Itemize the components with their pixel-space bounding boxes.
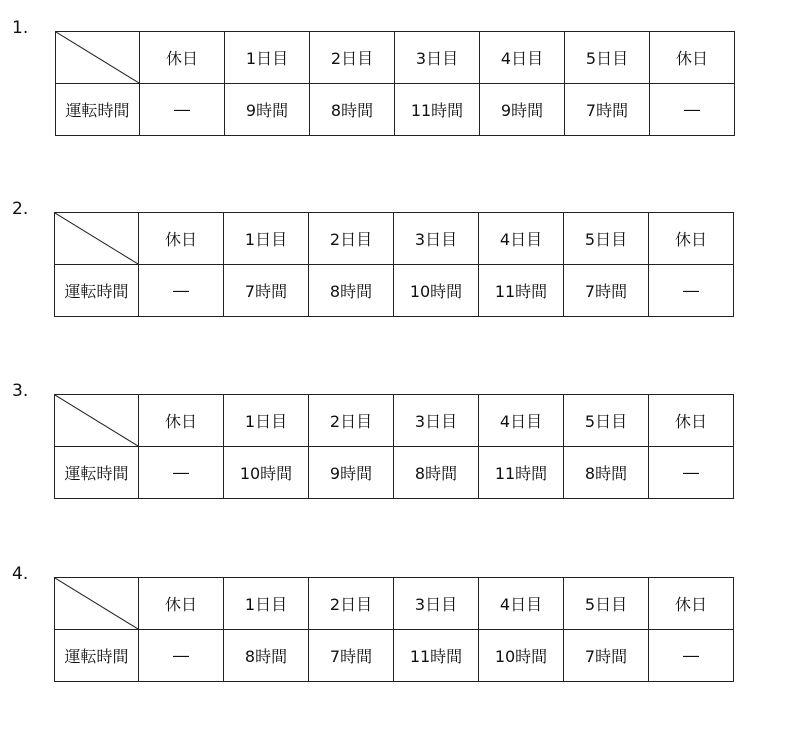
- option-number: 4.: [12, 564, 29, 584]
- diagonal-corner-cell: [55, 213, 139, 265]
- header-row: [55, 213, 734, 265]
- schedule-table: [54, 394, 734, 499]
- row-label: 運転時間: [55, 265, 139, 317]
- day-header: 休日: [650, 32, 735, 84]
- driving-time-cell: ―: [649, 447, 734, 499]
- day-header: 5日目: [564, 213, 649, 265]
- driving-time-cell: ―: [649, 630, 734, 682]
- driving-time-cell: 7時間: [564, 630, 649, 682]
- driving-time-cell: 10時間: [394, 265, 479, 317]
- day-header: 4日目: [480, 32, 565, 84]
- day-header: 5日目: [565, 32, 650, 84]
- row-label: 運転時間: [56, 84, 140, 136]
- driving-time-cell: 9時間: [480, 84, 565, 136]
- driving-time-cell: 7時間: [565, 84, 650, 136]
- option-number: 1.: [12, 18, 29, 38]
- driving-time-row: [55, 447, 734, 499]
- day-header: 1日目: [224, 395, 309, 447]
- schedule-table: [55, 31, 735, 136]
- diagonal-corner-cell: [55, 578, 139, 630]
- diagonal-corner-cell: [55, 395, 139, 447]
- driving-time-cell: 7時間: [564, 265, 649, 317]
- driving-time-row: [55, 265, 734, 317]
- day-header: 4日目: [479, 213, 564, 265]
- driving-time-cell: 7時間: [224, 265, 309, 317]
- driving-time-cell: 9時間: [309, 447, 394, 499]
- driving-time-cell: 10時間: [224, 447, 309, 499]
- day-header: 4日目: [479, 395, 564, 447]
- header-row: [56, 32, 735, 84]
- row-label: 運転時間: [55, 447, 139, 499]
- day-header: 休日: [139, 578, 224, 630]
- driving-time-row: [55, 630, 734, 682]
- driving-time-cell: 8時間: [309, 265, 394, 317]
- row-label: 運転時間: [55, 630, 139, 682]
- diagonal-line-icon: [55, 578, 138, 629]
- header-row: [55, 395, 734, 447]
- driving-time-cell: ―: [650, 84, 735, 136]
- driving-time-cell: 8時間: [224, 630, 309, 682]
- driving-time-cell: 11時間: [394, 630, 479, 682]
- header-row: [55, 578, 734, 630]
- day-header: 休日: [649, 395, 734, 447]
- option-number: 2.: [12, 199, 29, 219]
- schedule-table: [54, 212, 734, 317]
- day-header: 休日: [649, 213, 734, 265]
- day-header: 2日目: [310, 32, 395, 84]
- day-header: 1日目: [225, 32, 310, 84]
- driving-time-cell: ―: [139, 265, 224, 317]
- day-header: 2日目: [309, 578, 394, 630]
- day-header: 5日目: [564, 578, 649, 630]
- schedule-table: [54, 577, 734, 682]
- day-header: 休日: [649, 578, 734, 630]
- option-number: 3.: [12, 381, 29, 401]
- driving-time-cell: ―: [140, 84, 225, 136]
- day-header: 2日目: [309, 395, 394, 447]
- driving-time-cell: ―: [139, 630, 224, 682]
- driving-time-cell: 11時間: [479, 447, 564, 499]
- day-header: 5日目: [564, 395, 649, 447]
- driving-time-cell: 9時間: [225, 84, 310, 136]
- driving-time-cell: 10時間: [479, 630, 564, 682]
- driving-time-cell: 11時間: [479, 265, 564, 317]
- driving-time-cell: 8時間: [394, 447, 479, 499]
- day-header: 2日目: [309, 213, 394, 265]
- driving-time-row: [56, 84, 735, 136]
- day-header: 3日目: [394, 578, 479, 630]
- day-header: 3日目: [394, 213, 479, 265]
- driving-time-cell: 8時間: [310, 84, 395, 136]
- driving-time-cell: 11時間: [395, 84, 480, 136]
- diagonal-line-icon: [55, 395, 138, 446]
- day-header: 3日目: [394, 395, 479, 447]
- driving-time-cell: ―: [649, 265, 734, 317]
- diagonal-line-icon: [55, 213, 138, 264]
- driving-time-cell: ―: [139, 447, 224, 499]
- day-header: 休日: [139, 213, 224, 265]
- driving-time-cell: 7時間: [309, 630, 394, 682]
- day-header: 1日目: [224, 213, 309, 265]
- driving-time-cell: 8時間: [564, 447, 649, 499]
- diagonal-line-icon: [56, 32, 139, 83]
- day-header: 休日: [140, 32, 225, 84]
- diagonal-corner-cell: [56, 32, 140, 84]
- day-header: 1日目: [224, 578, 309, 630]
- day-header: 4日目: [479, 578, 564, 630]
- day-header: 休日: [139, 395, 224, 447]
- day-header: 3日目: [395, 32, 480, 84]
